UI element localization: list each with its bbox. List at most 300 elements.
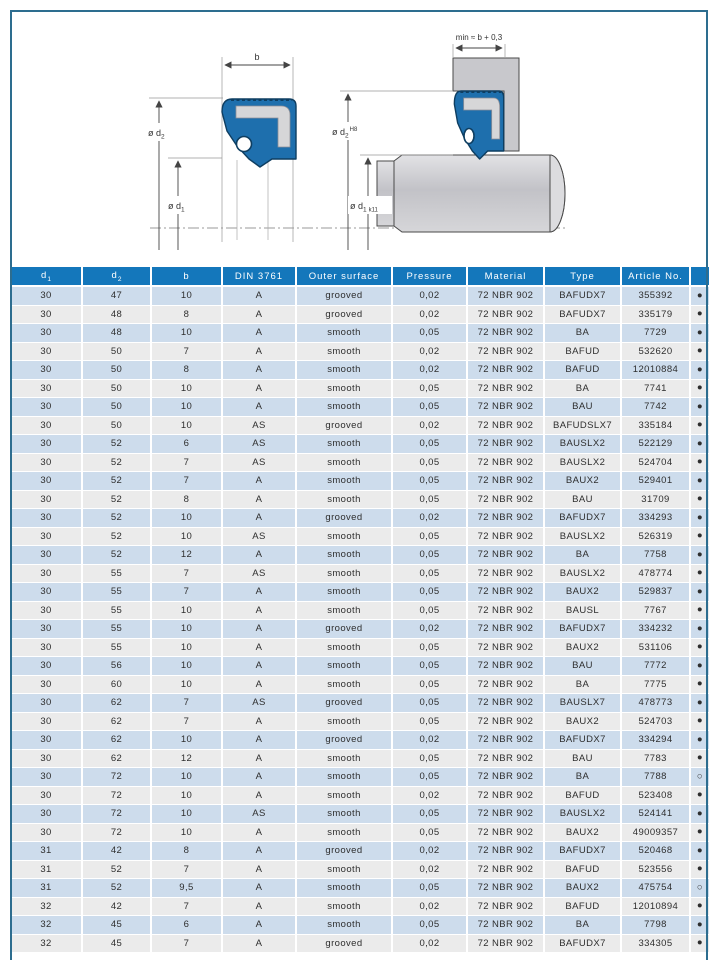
table-cell: 0,02 — [392, 620, 467, 639]
table-cell: 0,02 — [392, 305, 467, 324]
table-cell: smooth — [296, 342, 392, 361]
table-row — [11, 842, 710, 861]
table-cell: 522129 — [621, 435, 690, 454]
table-cell: AS — [222, 416, 296, 435]
bore-depth-label: min ≈ b + 0,3 — [455, 33, 503, 42]
table-cell: 52 — [82, 472, 151, 491]
table-cell: 72 NBR 902 — [467, 657, 544, 676]
header-cell: DIN 3761 — [222, 267, 296, 286]
table-cell: 30 — [11, 490, 82, 509]
table-cell: grooved — [296, 694, 392, 713]
availability-dot-filled: ● — [690, 435, 710, 454]
table-cell: 529401 — [621, 472, 690, 491]
table-row — [11, 527, 710, 546]
table-cell: 55 — [82, 564, 151, 583]
header-cell: b — [151, 267, 222, 286]
table-cell: 42 — [82, 897, 151, 916]
table-cell: 52 — [82, 435, 151, 454]
table-row — [11, 749, 710, 768]
installed-seal — [454, 91, 503, 159]
table-cell: BAFUD — [544, 361, 621, 380]
table-cell: 30 — [11, 620, 82, 639]
seal-installation-view — [330, 33, 565, 250]
table-cell: 48 — [82, 324, 151, 343]
table-cell: 72 NBR 902 — [467, 786, 544, 805]
table-cell: 0,05 — [392, 324, 467, 343]
table-cell: A — [222, 472, 296, 491]
table-cell: 31 — [11, 860, 82, 879]
table-cell: 50 — [82, 342, 151, 361]
table-cell: 30 — [11, 342, 82, 361]
table-cell: AS — [222, 564, 296, 583]
table-cell: 0,05 — [392, 712, 467, 731]
table-cell: BAFUD — [544, 897, 621, 916]
table-cell: 72 NBR 902 — [467, 546, 544, 565]
table-cell: 0,02 — [392, 860, 467, 879]
table-cell: 8 — [151, 361, 222, 380]
table-cell: 72 NBR 902 — [467, 601, 544, 620]
table-cell: A — [222, 601, 296, 620]
table-cell: 7741 — [621, 379, 690, 398]
table-cell: 7798 — [621, 916, 690, 935]
garter-spring — [237, 137, 252, 152]
table-cell: smooth — [296, 768, 392, 787]
table-cell: 532620 — [621, 342, 690, 361]
table-cell: 10 — [151, 823, 222, 842]
table-cell: BAUSLX2 — [544, 805, 621, 824]
table-cell: 48 — [82, 305, 151, 324]
table-cell: 32 — [11, 916, 82, 935]
table-cell: 31 — [11, 879, 82, 898]
shaft — [377, 155, 565, 232]
table-cell: smooth — [296, 805, 392, 824]
availability-dot-filled: ● — [690, 361, 710, 380]
table-row — [11, 879, 710, 898]
availability-dot-filled: ● — [690, 749, 710, 768]
table-cell: 52 — [82, 490, 151, 509]
availability-dot-filled: ● — [690, 620, 710, 639]
table-cell: A — [222, 638, 296, 657]
table-row — [11, 286, 710, 305]
table-cell: 47 — [82, 286, 151, 305]
table-cell: 7 — [151, 472, 222, 491]
table-cell: 0,02 — [392, 361, 467, 380]
availability-dot-filled: ● — [690, 601, 710, 620]
table-cell: 72 NBR 902 — [467, 675, 544, 694]
table-cell: 30 — [11, 768, 82, 787]
table-cell: 8 — [151, 490, 222, 509]
d2-h8-label: ø $d_2^{H8}$ — [332, 127, 358, 140]
shaft-shoulder — [377, 161, 394, 226]
header-cell: Material — [467, 267, 544, 286]
table-cell: 334294 — [621, 731, 690, 750]
table-body — [11, 286, 710, 953]
table-cell: 355392 — [621, 286, 690, 305]
table-cell: 45 — [82, 934, 151, 953]
table-cell: 478774 — [621, 564, 690, 583]
table-cell: 7 — [151, 564, 222, 583]
table-cell: 7742 — [621, 398, 690, 417]
table-cell: 72 NBR 902 — [467, 916, 544, 935]
table-cell: A — [222, 379, 296, 398]
availability-dot-filled: ● — [690, 416, 710, 435]
availability-dot-filled: ● — [690, 731, 710, 750]
d1-k11-label: ø $d_1$ k11 — [350, 201, 378, 214]
table-cell: smooth — [296, 361, 392, 380]
header-cell: $d_2$ — [82, 267, 151, 286]
table-cell: 30 — [11, 472, 82, 491]
table-cell: 30 — [11, 453, 82, 472]
table-cell: BA — [544, 546, 621, 565]
table-cell: 55 — [82, 620, 151, 639]
table-row — [11, 324, 710, 343]
table-cell: 10 — [151, 379, 222, 398]
table-cell: 72 NBR 902 — [467, 342, 544, 361]
table-cell: smooth — [296, 435, 392, 454]
table-row — [11, 416, 710, 435]
table-cell: BAU — [544, 490, 621, 509]
table-cell: 524703 — [621, 712, 690, 731]
table-cell: 334232 — [621, 620, 690, 639]
seal-technical-drawing — [10, 10, 710, 265]
table-cell: 72 NBR 902 — [467, 842, 544, 861]
table-cell: BAU — [544, 749, 621, 768]
table-row — [11, 860, 710, 879]
table-cell: 30 — [11, 694, 82, 713]
table-cell: 0,05 — [392, 527, 467, 546]
dimension-table-container — [11, 267, 710, 953]
availability-dot-filled: ● — [690, 657, 710, 676]
table-cell: 0,05 — [392, 490, 467, 509]
table-cell: 55 — [82, 583, 151, 602]
table-cell: 49009357 — [621, 823, 690, 842]
table-cell: 0,05 — [392, 805, 467, 824]
table-cell: 72 NBR 902 — [467, 934, 544, 953]
table-cell: BAFUD — [544, 786, 621, 805]
table-cell: 0,05 — [392, 675, 467, 694]
table-cell: 523556 — [621, 860, 690, 879]
table-cell: 72 NBR 902 — [467, 879, 544, 898]
table-cell: 529837 — [621, 583, 690, 602]
table-cell: smooth — [296, 379, 392, 398]
table-cell: 335184 — [621, 416, 690, 435]
table-cell: 72 NBR 902 — [467, 712, 544, 731]
availability-dot-hollow: ○ — [690, 879, 710, 898]
availability-dot-filled: ● — [690, 398, 710, 417]
availability-dot-hollow: ○ — [690, 768, 710, 787]
header-row — [11, 267, 710, 286]
table-cell: A — [222, 286, 296, 305]
table-cell: 72 NBR 902 — [467, 509, 544, 528]
table-cell: grooved — [296, 305, 392, 324]
table-cell: 56 — [82, 657, 151, 676]
table-cell: 72 NBR 902 — [467, 620, 544, 639]
table-cell: 10 — [151, 527, 222, 546]
table-cell: 7 — [151, 453, 222, 472]
availability-dot-filled: ● — [690, 675, 710, 694]
table-cell: 10 — [151, 509, 222, 528]
availability-dot-filled: ● — [690, 342, 710, 361]
table-cell: 30 — [11, 564, 82, 583]
table-cell: 52 — [82, 860, 151, 879]
table-cell: BAUX2 — [544, 638, 621, 657]
table-cell: 0,05 — [392, 749, 467, 768]
table-cell: 30 — [11, 823, 82, 842]
table-cell: 30 — [11, 416, 82, 435]
table-cell: 0,05 — [392, 472, 467, 491]
table-cell: 8 — [151, 842, 222, 861]
availability-dot-filled: ● — [690, 786, 710, 805]
table-row — [11, 398, 710, 417]
table-cell: BAUSLX2 — [544, 435, 621, 454]
availability-dot-filled: ● — [690, 712, 710, 731]
availability-dot-filled: ● — [690, 305, 710, 324]
table-row — [11, 934, 710, 953]
table-cell: 0,02 — [392, 934, 467, 953]
header-cell: Type — [544, 267, 621, 286]
table-cell: 30 — [11, 324, 82, 343]
table-cell: grooved — [296, 416, 392, 435]
table-cell: smooth — [296, 897, 392, 916]
table-cell: 0,05 — [392, 657, 467, 676]
table-cell: A — [222, 305, 296, 324]
table-row — [11, 805, 710, 824]
table-cell: 72 NBR 902 — [467, 897, 544, 916]
table-cell: A — [222, 842, 296, 861]
table-cell: 7 — [151, 694, 222, 713]
table-cell: 52 — [82, 509, 151, 528]
table-cell: 62 — [82, 712, 151, 731]
table-cell: A — [222, 675, 296, 694]
availability-dot-filled: ● — [690, 564, 710, 583]
table-cell: 7 — [151, 934, 222, 953]
table-cell: BAUX2 — [544, 583, 621, 602]
table-cell: 72 NBR 902 — [467, 823, 544, 842]
table-cell: 523408 — [621, 786, 690, 805]
table-cell: 30 — [11, 638, 82, 657]
availability-dot-filled: ● — [690, 509, 710, 528]
table-cell: 0,05 — [392, 879, 467, 898]
table-row — [11, 601, 710, 620]
table-cell: A — [222, 897, 296, 916]
table-cell: smooth — [296, 786, 392, 805]
table-cell: 31 — [11, 842, 82, 861]
table-cell: A — [222, 860, 296, 879]
table-cell: 10 — [151, 286, 222, 305]
table-row — [11, 897, 710, 916]
availability-dot-filled: ● — [690, 842, 710, 861]
table-cell: 478773 — [621, 694, 690, 713]
table-cell: BAUSLX2 — [544, 564, 621, 583]
table-cell: 72 NBR 902 — [467, 286, 544, 305]
table-cell: 10 — [151, 731, 222, 750]
b-dimension-label: b — [254, 52, 260, 62]
table-cell: 72 NBR 902 — [467, 527, 544, 546]
table-cell: 0,02 — [392, 416, 467, 435]
table-cell: 52 — [82, 879, 151, 898]
availability-dot-filled: ● — [690, 897, 710, 916]
table-cell: BAUSLX7 — [544, 694, 621, 713]
table-cell: 10 — [151, 657, 222, 676]
table-cell: smooth — [296, 712, 392, 731]
table-cell: 30 — [11, 731, 82, 750]
header-cell: Pressure — [392, 267, 467, 286]
table-cell: 0,05 — [392, 435, 467, 454]
table-row — [11, 657, 710, 676]
table-cell: 9,5 — [151, 879, 222, 898]
table-cell: 30 — [11, 657, 82, 676]
table-cell: 524704 — [621, 453, 690, 472]
table-cell: A — [222, 490, 296, 509]
table-cell: A — [222, 657, 296, 676]
availability-dot-filled: ● — [690, 860, 710, 879]
table-cell: grooved — [296, 620, 392, 639]
table-cell: 72 NBR 902 — [467, 435, 544, 454]
table-cell: 72 NBR 902 — [467, 583, 544, 602]
table-cell: 475754 — [621, 879, 690, 898]
table-cell: 30 — [11, 601, 82, 620]
table-cell: BAUSLX2 — [544, 527, 621, 546]
table-cell: 334305 — [621, 934, 690, 953]
table-cell: 72 NBR 902 — [467, 694, 544, 713]
table-cell: smooth — [296, 490, 392, 509]
table-cell: A — [222, 879, 296, 898]
table-cell: 7772 — [621, 657, 690, 676]
table-cell: 55 — [82, 601, 151, 620]
table-cell: 0,05 — [392, 453, 467, 472]
table-cell: smooth — [296, 879, 392, 898]
table-cell: 7783 — [621, 749, 690, 768]
seal-section-view — [145, 52, 296, 250]
table-cell: BAU — [544, 398, 621, 417]
table-cell: BAFUDX7 — [544, 934, 621, 953]
table-cell: 72 NBR 902 — [467, 805, 544, 824]
table-row — [11, 786, 710, 805]
table-cell: 62 — [82, 694, 151, 713]
table-cell: 0,05 — [392, 823, 467, 842]
table-cell: 30 — [11, 749, 82, 768]
table-cell: 7 — [151, 860, 222, 879]
table-cell: AS — [222, 435, 296, 454]
table-cell: 0,02 — [392, 842, 467, 861]
table-cell: BAU — [544, 657, 621, 676]
table-cell: 30 — [11, 786, 82, 805]
table-cell: 0,02 — [392, 286, 467, 305]
table-cell: 0,05 — [392, 398, 467, 417]
table-cell: grooved — [296, 286, 392, 305]
table-cell: smooth — [296, 453, 392, 472]
header-cell: Outer surface — [296, 267, 392, 286]
table-cell: 30 — [11, 583, 82, 602]
table-cell: 62 — [82, 749, 151, 768]
table-cell: 72 NBR 902 — [467, 324, 544, 343]
table-row — [11, 768, 710, 787]
table-cell: 10 — [151, 398, 222, 417]
table-cell: BA — [544, 324, 621, 343]
table-row — [11, 361, 710, 380]
table-row — [11, 620, 710, 639]
table-cell: BAUX2 — [544, 712, 621, 731]
availability-dot-filled: ● — [690, 527, 710, 546]
table-cell: 72 — [82, 768, 151, 787]
table-row — [11, 694, 710, 713]
table-cell: 0,05 — [392, 694, 467, 713]
table-cell: A — [222, 583, 296, 602]
table-cell: 7 — [151, 897, 222, 916]
table-cell: smooth — [296, 398, 392, 417]
table-cell: smooth — [296, 324, 392, 343]
table-cell: A — [222, 916, 296, 935]
table-cell: 0,02 — [392, 731, 467, 750]
table-cell: 12010884 — [621, 361, 690, 380]
table-cell: 72 NBR 902 — [467, 749, 544, 768]
table-cell: A — [222, 398, 296, 417]
table-cell: smooth — [296, 749, 392, 768]
table-row — [11, 564, 710, 583]
table-cell: 0,05 — [392, 546, 467, 565]
table-cell: 30 — [11, 527, 82, 546]
table-cell: 0,05 — [392, 638, 467, 657]
table-cell: 30 — [11, 546, 82, 565]
table-cell: smooth — [296, 527, 392, 546]
table-cell: 62 — [82, 731, 151, 750]
table-cell: BAFUDSLX7 — [544, 416, 621, 435]
header-cell: $d_1$ — [11, 267, 82, 286]
table-cell: A — [222, 712, 296, 731]
availability-dot-filled: ● — [690, 472, 710, 491]
table-cell: grooved — [296, 509, 392, 528]
table-cell: 72 NBR 902 — [467, 472, 544, 491]
table-cell: smooth — [296, 564, 392, 583]
table-row — [11, 712, 710, 731]
table-cell: 42 — [82, 842, 151, 861]
table-cell: 7 — [151, 712, 222, 731]
table-cell: grooved — [296, 842, 392, 861]
table-cell: BAFUDX7 — [544, 731, 621, 750]
table-cell: BAFUDX7 — [544, 286, 621, 305]
table-cell: smooth — [296, 823, 392, 842]
table-cell: 8 — [151, 305, 222, 324]
table-cell: 30 — [11, 435, 82, 454]
table-cell: 0,02 — [392, 342, 467, 361]
table-cell: 50 — [82, 361, 151, 380]
table-cell: smooth — [296, 583, 392, 602]
table-cell: 72 NBR 902 — [467, 361, 544, 380]
table-cell: grooved — [296, 731, 392, 750]
table-cell: 30 — [11, 675, 82, 694]
table-cell: smooth — [296, 657, 392, 676]
seal-profile — [222, 99, 296, 167]
dimension-table — [11, 267, 711, 953]
table-cell: AS — [222, 694, 296, 713]
table-header — [11, 267, 710, 286]
table-cell: 72 NBR 902 — [467, 379, 544, 398]
table-cell: 72 NBR 902 — [467, 731, 544, 750]
table-cell: 10 — [151, 768, 222, 787]
table-cell: smooth — [296, 638, 392, 657]
table-row — [11, 823, 710, 842]
table-cell: 45 — [82, 916, 151, 935]
table-cell: 72 NBR 902 — [467, 638, 544, 657]
table-cell: 30 — [11, 379, 82, 398]
table-cell: A — [222, 620, 296, 639]
table-cell: 335179 — [621, 305, 690, 324]
table-cell: 10 — [151, 805, 222, 824]
table-cell: 30 — [11, 805, 82, 824]
table-cell: 0,05 — [392, 564, 467, 583]
table-cell: 60 — [82, 675, 151, 694]
table-cell: 30 — [11, 286, 82, 305]
